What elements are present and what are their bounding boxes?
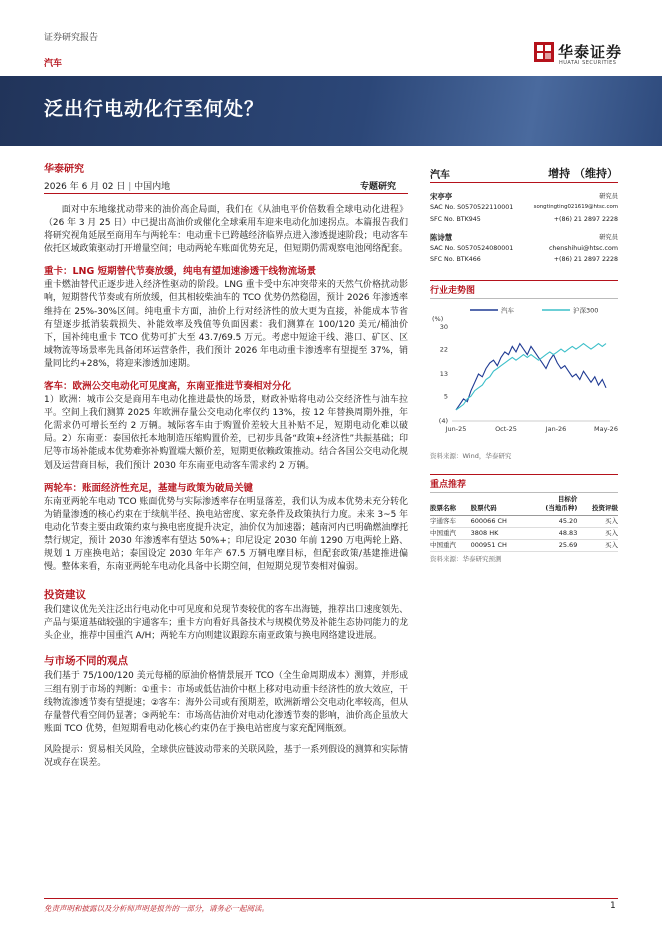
logo-english-text: HUATAI SECURITIES xyxy=(559,60,617,66)
section-heavy-truck-text: 重卡燃油替代正逐步进入经济性驱动的阶段。LNG 重卡受中东冲突带来的天然气价格扰动影响，短期替代节奏或有所放缓，但其相较柴油车的 TCO 优势仍然稳固，预计 2026 年渗透率维持在 25%-30%区间。纯电重卡方面，油价上行对经济性的放大更为直接，补能成本节省有望逐步抵消装载损失、补能效率及残值等负面因素：我们测算在 100/120 美元/桶油价下，国补纯电重卡 TCO 优势可扩大至 43.7/69.5 万元。考虑中短途干线、港口、矿区、区域物流等场景率先具备闭环运营条件，我们预计 2026 年电动重卡渗透率有望提至 37%，销量同比约+28%，将迎来渗透加速期。 xyxy=(44,280,408,369)
key-picks-heading: 重点推荐 xyxy=(430,474,618,493)
trend-chart-svg xyxy=(430,301,618,449)
page-number: 1 xyxy=(610,901,616,911)
analyst-block-1 xyxy=(430,232,618,266)
series-line-0 xyxy=(456,343,606,409)
analyst-sfc: SFC No. BTK466 xyxy=(430,256,481,264)
section-bus-heading: 客车：欧洲公交电动化可见度高，东南亚推进节奏相对分化 xyxy=(44,381,292,393)
table-row xyxy=(430,527,618,539)
section-two-wheeler-text: 东南亚两轮车电动 TCO 账面优势与实际渗透率存在明显落差，我们认为成本优势未充分转化为销量渗透的核心约束在于续航半径、换电站密度、家充条件及政策执行力度。未来 3~5 年电动化节奏主要由政策约束与换电密度提升决定，油价仅为加速器；越南河内已明确燃油摩托禁行规定，预计 2030 年渗透率有望达 50%+；印尼设定 2030 年前 1290 万电两轮上路、规划 1 万座换电站；泰国设定 2030 年年产 67.5 万辆电摩目标，但配套政策/基建推进偏慢。整体来看，东南亚两轮车电动化具备中长期空间，但短期兑现节奏相对偏弱。 xyxy=(44,496,408,573)
trend-chart-heading: 行业走势图 xyxy=(430,280,618,299)
x-tick-label: May-26 xyxy=(594,424,618,433)
investment-rating: 买入 xyxy=(577,515,618,527)
key-picks-table xyxy=(430,495,618,552)
investment-heading: 投资建议 xyxy=(44,589,86,602)
analyst-sac: SAC No. S0570522110001 xyxy=(430,204,514,212)
stock-name: 宇通客车 xyxy=(430,515,471,527)
sidebar xyxy=(430,164,618,563)
analyst-name: 陈诗慧 xyxy=(430,232,453,242)
section-bus-text: 1）欧洲：城市公交是商用车电动化推进最快的场景，财政补贴将电动公交经济性与油车拉平。空间上我们测算 2025 年欧洲存量公交电动化率仅约 13%，按 12 年替换周期外推，年化需求仍可增长至约 2 万辆。城际客车由于购置价差较大且补贴不足，短期电动化难以破局。2）东南亚：泰国依托本地制造压缩购置价差，已初步具备“政策+经济性”共振基础；印尼等市场补能成本优势难弥补购置端大额价差，短期更依赖政策推动。结合各国公交电动化规划及运营商目标，我们预计 2030 年东南亚电动客车需求约 2 万辆。 xyxy=(44,395,408,471)
analyst-sac: SAC No. S0570524080001 xyxy=(430,245,514,253)
legend-label-0: 汽车 xyxy=(501,306,514,315)
x-tick-label: Jun-25 xyxy=(445,424,467,433)
huatai-logo-icon xyxy=(534,42,554,62)
col-header-rating: 投资评级 xyxy=(577,495,618,516)
analyst-role: 研究员 xyxy=(599,193,618,200)
section-two-wheeler-heading: 两轮车：账面经济性充足，基建与政策为破局关键 xyxy=(44,482,254,494)
footer-disclaimer: 免责声明和披露以及分析师声明是报告的一部分，请务必一起阅读。 xyxy=(44,904,269,913)
y-tick-label: 30 xyxy=(439,322,448,331)
analyst-phone: +(86) 21 2897 2228 xyxy=(553,256,618,264)
table-row xyxy=(430,539,618,551)
analyst-block-0 xyxy=(430,191,618,225)
analyst-role: 研究员 xyxy=(599,233,618,241)
rating-row xyxy=(430,164,618,183)
research-org: 华泰研究 xyxy=(44,164,84,175)
key-picks-source: 资料来源：华泰研究预测 xyxy=(430,554,502,563)
trend-chart xyxy=(430,301,618,449)
analyst-email[interactable]: chenshihui@htsc.com xyxy=(548,245,618,253)
investment-rating: 买入 xyxy=(577,539,618,551)
report-type-label: 证券研究报告 xyxy=(44,33,99,43)
rating-value: 增持 （维持） xyxy=(548,167,618,180)
x-tick-label: Oct-25 xyxy=(495,424,517,433)
col-header-name: 股票名称 xyxy=(430,495,471,516)
stock-name: 中国重汽 xyxy=(430,539,471,551)
stock-code: 3808 HK xyxy=(471,527,528,539)
y-tick-label: 13 xyxy=(439,369,448,378)
stock-code: 000951 CH xyxy=(471,539,528,551)
analyst-name: 宋亭亭 xyxy=(430,192,453,201)
date-line: 2026 年 6 月 02 日 | 中国内地 xyxy=(44,182,171,192)
col-header-code: 股票代码 xyxy=(471,495,528,516)
company-logo xyxy=(534,42,634,68)
main-content xyxy=(44,204,408,770)
contrarian-view-heading: 与市场不同的观点 xyxy=(44,655,128,668)
stock-name: 中国重汽 xyxy=(430,527,471,539)
x-tick-label: Jan-26 xyxy=(545,424,567,433)
series-line-1 xyxy=(456,343,606,409)
sector-label: 汽车 xyxy=(44,59,63,69)
footer-divider xyxy=(44,898,618,899)
target-price: 45.20 xyxy=(527,515,577,527)
contrarian-view-text: 我们基于 75/100/120 美元每桶的原油价格情景展开 TCO（全生命周期成本）测算，并形成三组有别于市场的判断：①重卡：市场或低估油价中枢上移对电动重卡经济性的放大效应，干线物流渗透节奏有望提速；②客车：海外公司或有预期差，欧洲新增公交电动化率较高，但从存量替代看空间仍显著；③两轮车：市场高估油价对电动化渗透节奏的影响，油价高企虽放大账面 TCO 优势，但短期看电动化核心约束仍在于换电站密度与家充配网瓶颈。 xyxy=(44,671,408,734)
analyst-phone: +(86) 21 2897 2228 xyxy=(553,215,618,223)
y-unit-label: (%) xyxy=(432,314,444,323)
investment-text: 我们建议优先关注泛出行电动化中可见度和兑现节奏较优的客车出海链，推荐出口速度领先、产品与渠道基础较强的宇通客车；重卡方向看好具备技术与规模优势及补能生态协同能力的龙头企业，推荐中国重汽 A/H；两轮车方向则建议跟踪东南亚政策与换电网络建设进展。 xyxy=(44,605,408,642)
report-category: 专题研究 xyxy=(360,182,397,192)
report-region: 中国内地 xyxy=(134,182,171,192)
y-tick-label: (4) xyxy=(438,416,448,425)
risk-warning: 风险提示：贸易相关风险，全球供应链波动带来的关联风险，基于一系列假设的测算和实际情况或存在误差。 xyxy=(44,744,408,768)
intro-paragraph: 面对中东地缘扰动带来的油价高企局面，我们在《从油电平价倍数看全球电动化进程》（26 年 3 月 25 日）中已提出高油价或催化全球乘用车迎来电动化加速拐点。本篇报告我们将研究视角延展至商用车与两轮车：电动重卡已跨越经济临界点进入渗透提速阶段；电动客车依托区域政策驱动打开增量空间；电动两轮车账面优势充足，但短期仍需观察电池网络配套。 xyxy=(44,205,408,255)
logo-chinese-text: 华泰证券 xyxy=(558,43,623,61)
trend-chart-source: 资料来源：Wind，华泰研究 xyxy=(430,451,512,460)
table-row xyxy=(430,515,618,527)
section-heavy-truck-heading: 重卡：LNG 短期替代节奏放缓，纯电有望加速渗透干线物流场景 xyxy=(44,266,317,278)
y-tick-label: 5 xyxy=(443,392,448,401)
report-date: 2026 年 6 月 02 日 xyxy=(44,182,126,192)
col-header-target-price: 目标价 (当地币种) xyxy=(527,495,577,516)
header-divider xyxy=(44,193,408,194)
target-price: 25.69 xyxy=(527,539,577,551)
analyst-sfc: SFC No. BTK945 xyxy=(430,215,481,223)
y-tick-label: 22 xyxy=(439,345,448,354)
target-price: 48.83 xyxy=(527,527,577,539)
analyst-email[interactable]: songtingting021619@htsc.com xyxy=(533,204,618,211)
report-title: 泛出行电动化行至何处？ xyxy=(44,98,265,120)
investment-rating: 买入 xyxy=(577,527,618,539)
stock-code: 600066 CH xyxy=(471,515,528,527)
rating-industry: 汽车 xyxy=(430,170,450,181)
legend-label-1: 沪深300 xyxy=(573,306,599,315)
